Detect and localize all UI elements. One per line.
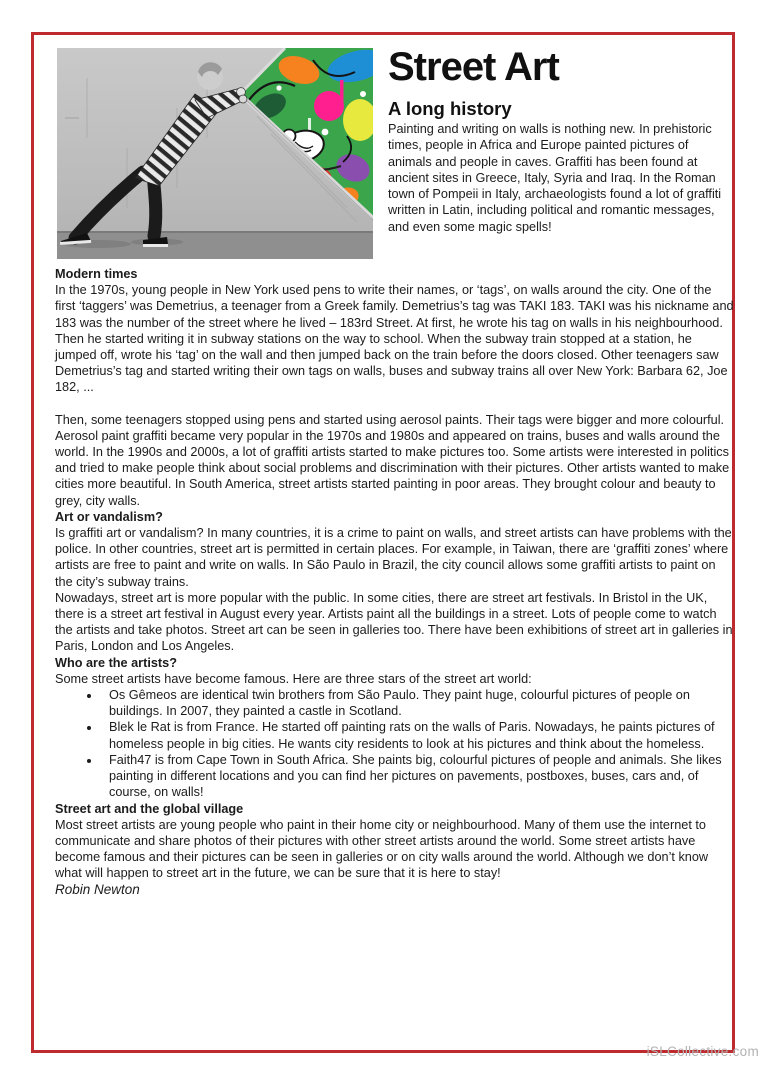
- section-heading-modern-times: Modern times: [55, 267, 138, 281]
- intro-paragraph: Painting and writing on walls is nothing new. In prehistoric times, people in Africa and Europe painted pictures of animals and people in caves. Graffiti has been found at ancient sites in Greece, Italy, Syria and Iraq. In the Roman town of Pompeii in Italy, archaeologists found a lot of graffiti written in Latin, including political and romantic messages, and even some magic spells!: [388, 122, 722, 234]
- header-column: [388, 45, 728, 235]
- red-page-border: [31, 32, 735, 1053]
- list-item-faith47: • Faith47 is from Cape Town in South Africa. She paints big, colourful pictures of people and animals. She likes painting in different locations and you can find her pictures on pavements, postboxes, buses, cars and, of course, on walls!: [101, 752, 735, 801]
- paragraph: Some street artists have become famous. Here are three stars of the street art world:: [55, 671, 532, 686]
- paragraph: In the 1970s, young people in New York used pens to write their names, or ‘tags’, on walls around the city. One of the first ‘taggers’ was Demetrius, a teenager from a Greek family. Demetrius’s tag was TAKI 183. TAKI was his nickname and 183 was the number of the street where he lived – 183rd Street. At first, he wrote his tag on walls in his neighbourhood. Then he started writing it in subway stations on the way to school. When the subway train stopped at a station, he jumped off, wrote his ‘tag’ on the wall and then jumped back on the train before the doors closed. Other teenagers saw Demetrius’s tag and started writing their own tags on walls, buses and subway trains all over New York: Barbara 62, Joe 182, ...: [55, 283, 734, 395]
- section-heading-who-are-the-artists: Who are the artists?: [55, 655, 177, 670]
- paragraph: Is graffiti art or vandalism? In many countries, it is a crime to paint on walls, and street artists can have problems with the police. In other countries, street art is permitted in certain places. For example, in Taiwan, there are ‘graffiti zones’ where artists are free to paint and write on walls. In São Paulo in Brazil, the city council allows some graffiti artists to paint on the city’s subway trains.: [55, 526, 732, 589]
- list-item-os-gemeos: • Os Gêmeos are identical twin brothers from São Paulo. They paint huge, colourful pictures of people on buildings. In 2007, they painted a castle in Scotland.: [101, 687, 735, 719]
- section-heading-art-or-vandalism: Art or vandalism?: [55, 509, 163, 524]
- paragraph: Most street artists are young people who paint in their home city or neighbourhood. Many of them use the internet to communicate and share photos of their pictures with other street artists around the world. Some street artists have become famous and their pictures can be seen in galleries or on city walls around the world. Although we don’t know what will happen to street art in the future, we can be sure that it is here to stay!: [55, 817, 709, 881]
- paragraph: Nowadays, street art is more popular with the public. In some cities, there are street art festivals. In Bristol in the UK, there is a street art festival in August every year. Artists paint all the buildings in a street. Lots of people come to watch the artists and take photos. Street art can be seen in galleries too. There have been exhibitions of street art in galleries in Paris, London and Los Angeles.: [55, 590, 733, 654]
- section-heading-long-history: A long history: [388, 98, 512, 119]
- list-item-blek-le-rat: • Blek le Rat is from France. He started off painting rats on the walls of Paris. Nowadays, he paints pictures of homeless people in big cities. He wants city residents to look at his pictures and think about the homeless.: [101, 719, 735, 751]
- section-heading-global-village: Street art and the global village: [55, 801, 244, 816]
- street-art-photo: [57, 48, 373, 259]
- artists-list: [55, 687, 735, 800]
- author-name: Robin Newton: [55, 881, 140, 897]
- islcollective-watermark: iSLCollective.com: [646, 1044, 759, 1059]
- page-title: Street Art: [388, 45, 559, 89]
- paragraph: Then, some teenagers stopped using pens and started using aerosol paints. Their tags were bigger and more colourful. Aerosol paint graffiti became very popular in the 1970s and 1980s and appeared on trains, buses and walls around the world. In the 1990s and 2000s, a lot of graffiti artists started to make pictures too. Some artists were interested in politics and tried to make people think about social problems and discrimination with their pictures. Other artists wanted to make cities more beautiful. In South America, street artists started painting in poor areas. They brought colour and beauty to grey, city walls.: [55, 412, 730, 508]
- article-body: [55, 266, 735, 898]
